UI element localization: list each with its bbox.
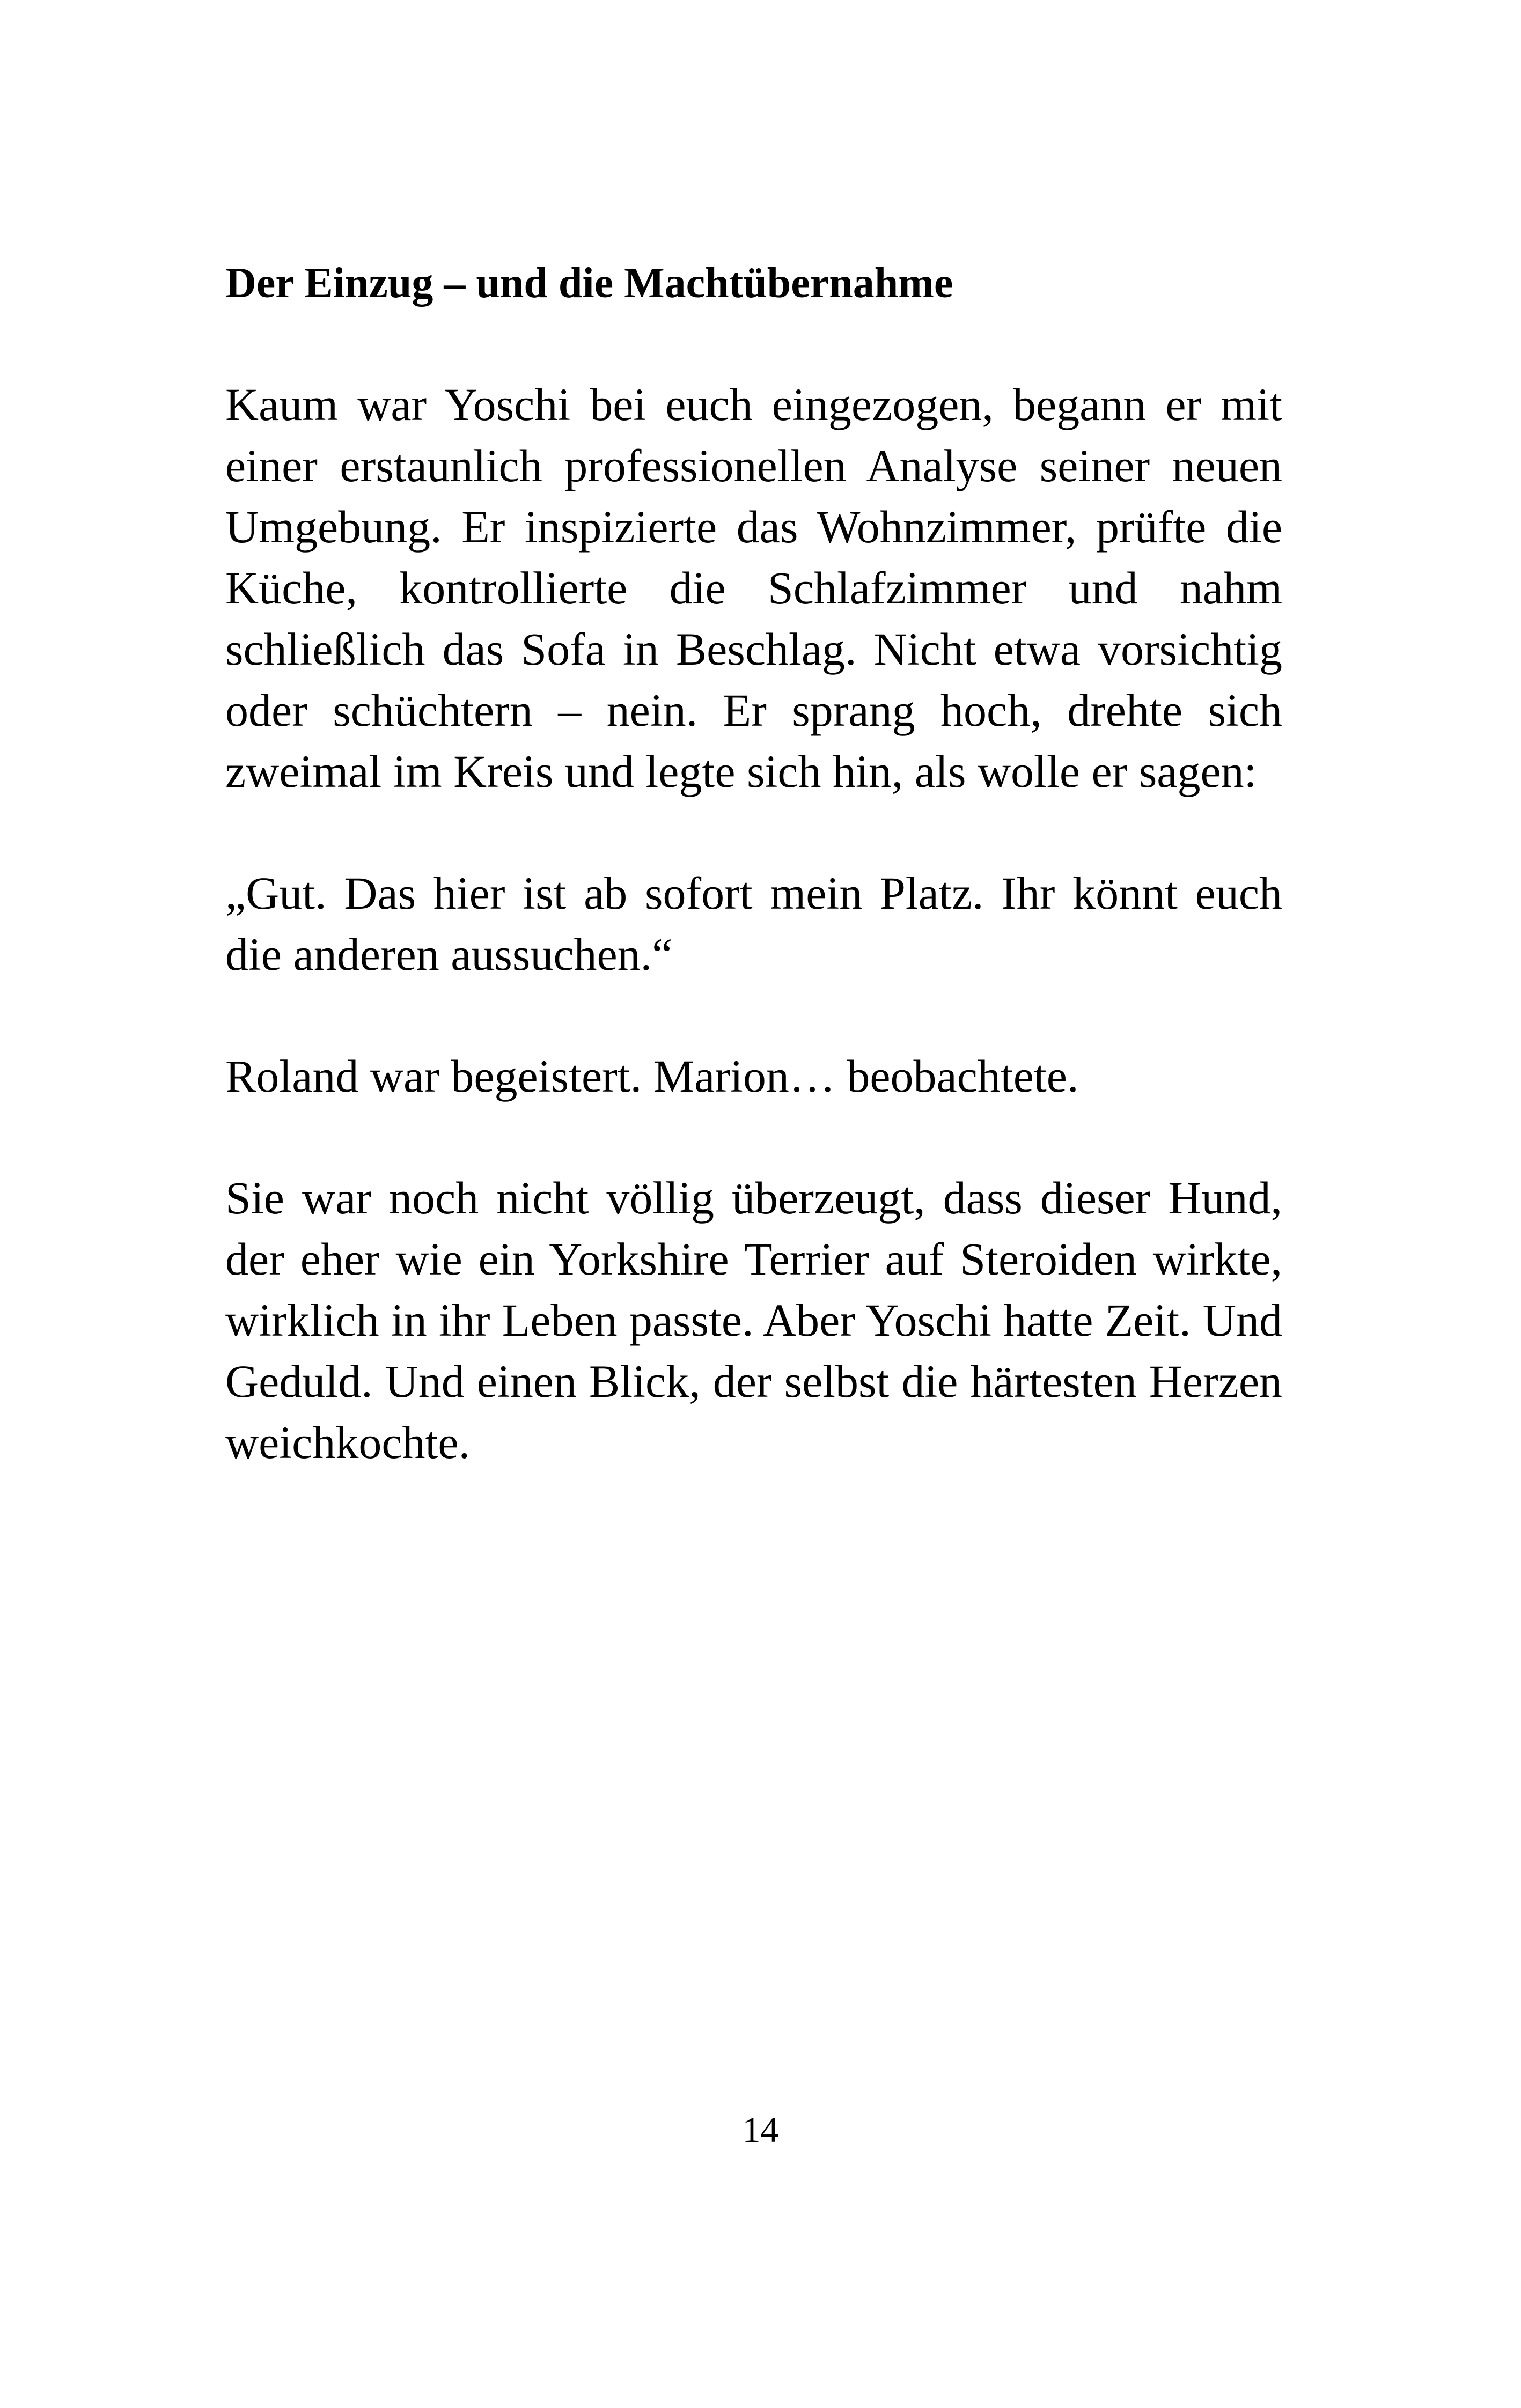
paragraph-3: Roland war begeistert. Marion… beobachtete. [225,1050,1079,1102]
paragraph-1: Kaum war Yoschi bei euch eingezogen, begann er mit einer erstaunlich professionellen Analyse seiner neuen Umgebung. Er inspizierte das Wohnzimmer, prüfte die Küche, kontrollierte die Schlafzimmer und nahm schließlich das Sofa in Beschlag. Nicht etwa vorsichtig oder schüchtern – nein. Er sprang hoch, drehte sich zweimal im Kreis und legte sich hin, als wolle er sagen: [225,379,1282,797]
page-number: 14 [742,2109,779,2150]
chapter-title: Der Einzug – und die Machtübernahme [225,260,953,307]
paragraph-4: Sie war noch nicht völlig überzeugt, dass dieser Hund, der eher wie ein Yorkshire Terrier auf Steroiden wirkte, wirklich in ihr Leben passte. Aber Yoschi hatte Zeit. Und Geduld. Und einen Blick, der selbst die härtesten Herzen weichkochte. [225,1172,1282,1468]
paragraph-2-quote: „Gut. Das hier ist ab sofort mein Platz. Ihr könnt euch die anderen aussuchen.“ [225,867,1282,980]
page-content [225,252,1282,1473]
